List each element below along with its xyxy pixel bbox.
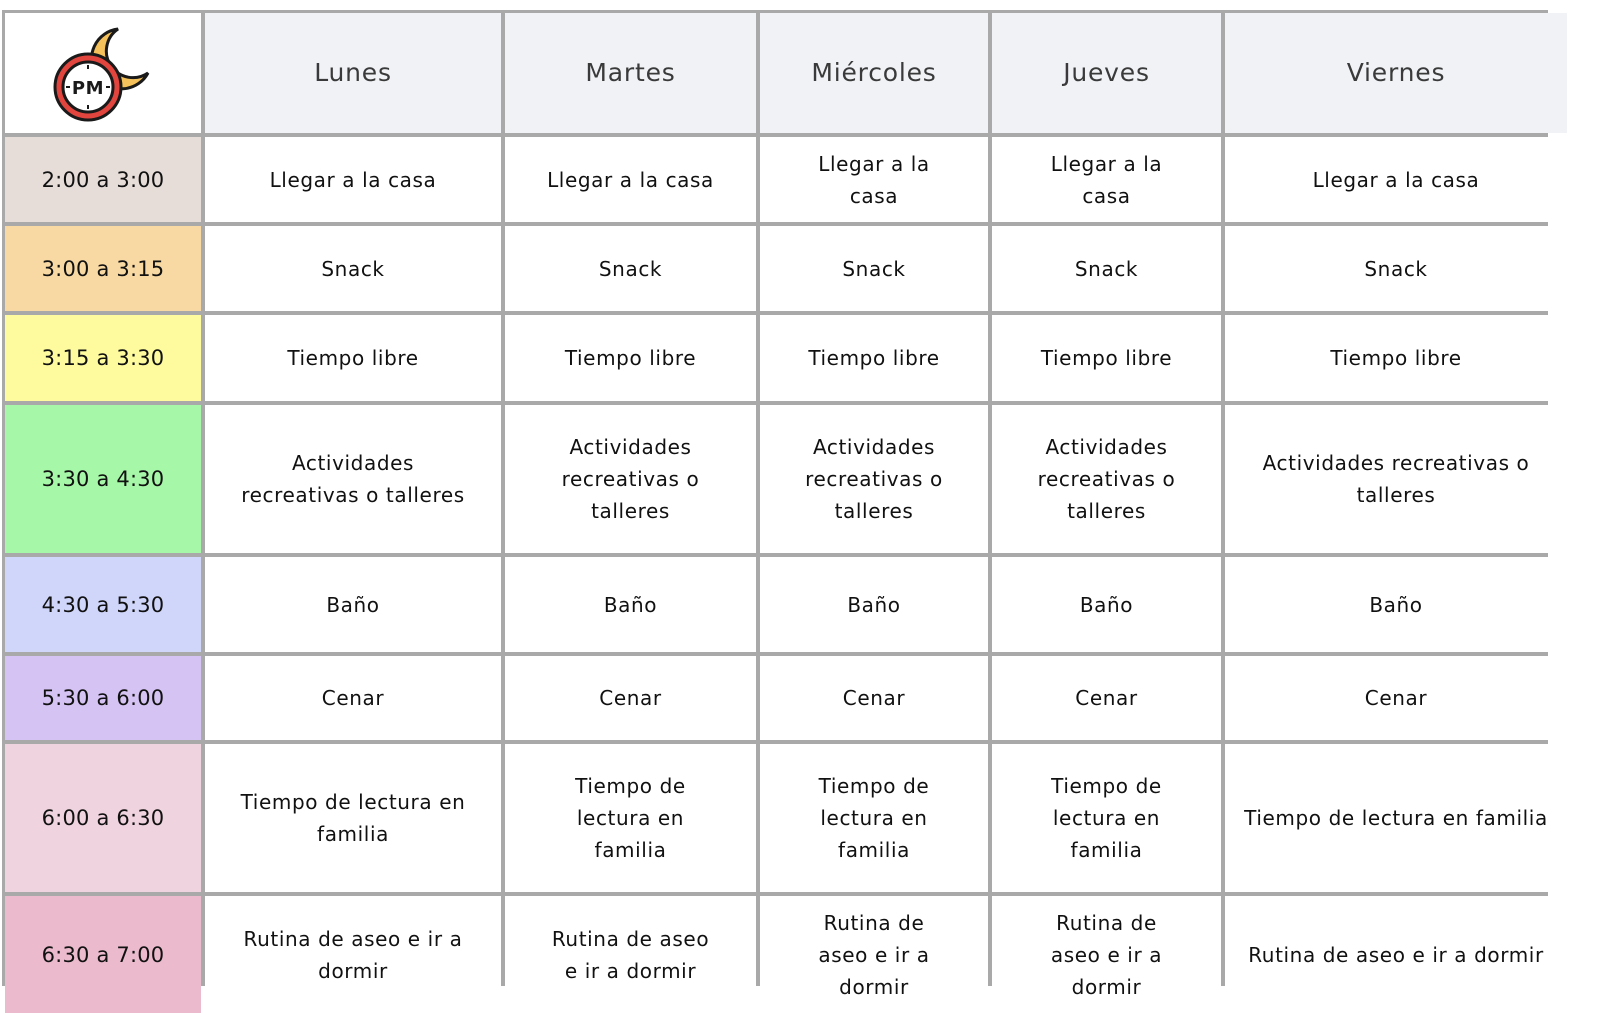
activity-cell [1225,896,1567,1013]
activity-cell [1225,557,1567,652]
activity-label: Baño [1079,592,1134,617]
activity-label: Llegar a la casa [818,151,930,208]
activity-label: Tiempo libre [1330,346,1462,370]
activity-label: Tiempo libre [1040,346,1173,370]
activity-cell [505,896,756,1013]
activity-cell [760,226,988,311]
activity-cell [1225,226,1567,311]
pm-clock-moon-icon [48,21,158,125]
header-day-lunes: Lunes [205,13,501,133]
activity-cell [205,656,501,740]
activity-cell [760,405,988,553]
activity-label: Cenar [842,686,906,710]
activity-cell [1225,744,1567,892]
activity-label: Tiempo de lectura en familia [1244,806,1548,830]
activity-label: Cenar [1075,686,1138,710]
header-day-martes: Martes [505,13,756,133]
activity-cell [992,656,1221,740]
activity-cell [1225,405,1567,553]
activity-cell [205,137,501,222]
activity-label: Llegar a la casa [269,167,437,192]
activity-cell [205,315,501,401]
activity-cell [505,656,756,740]
activity-cell [1225,315,1567,401]
activity-label: Actividades recreativas o talleres [1262,451,1530,507]
activity-label: Snack [842,256,906,281]
activity-label: Tiempo libre [287,346,419,370]
time-slot-cell: 2:00 a 3:00 [5,137,201,222]
activity-label: Baño [1369,592,1423,617]
time-slot-cell: 6:30 a 7:00 [5,896,201,1013]
activity-label: Actividades recreativas o talleres [241,451,465,507]
activity-label: Rutina de aseo e ir a dormir [1050,910,1163,999]
activity-label: Tiempo libre [808,346,940,370]
weekly-schedule-table [2,10,1548,999]
activity-label: Cenar [321,686,385,710]
time-slot-cell: 3:15 a 3:30 [5,315,201,401]
activity-cell [760,137,988,222]
activity-label: Snack [1364,256,1428,281]
activity-label: Cenar [599,686,662,710]
activity-cell [992,137,1221,222]
header-day-viernes: Viernes [1225,13,1567,133]
activity-label: Llegar a la casa [1050,151,1163,208]
header-day-jueves: Jueves [992,13,1221,133]
activity-cell [205,744,501,892]
time-slot-cell: 6:00 a 6:30 [5,744,201,892]
pm-label: PM [71,78,105,99]
activity-label: Cenar [1364,686,1428,710]
activity-cell [205,557,501,652]
activity-cell [992,405,1221,553]
time-slot-cell: 3:00 a 3:15 [5,226,201,311]
activity-cell [992,744,1221,892]
time-slot-cell: 3:30 a 4:30 [5,405,201,553]
activity-label: Snack [321,256,385,281]
activity-label: Snack [598,256,663,281]
activity-cell [505,405,756,553]
activity-label: Tiempo de lectura en familia [1051,774,1162,862]
activity-cell [760,315,988,401]
time-slot-cell: 5:30 a 6:00 [5,656,201,740]
header-day-miercoles: Miércoles [760,13,988,133]
activity-cell [760,656,988,740]
activity-cell [992,315,1221,401]
activity-cell [992,896,1221,1013]
activity-cell [1225,656,1567,740]
activity-label: Baño [847,592,901,617]
activity-label: Actividades recreativas o talleres [561,435,700,523]
activity-label: Rutina de aseo e ir a dormir [818,910,930,999]
activity-cell [205,405,501,553]
activity-label: Rutina de aseo e ir a dormir [243,926,463,983]
activity-label: Tiempo de lectura en familia [818,774,930,862]
activity-cell [505,744,756,892]
activity-label: Tiempo de lectura en familia [575,774,686,862]
activity-label: Llegar a la casa [1312,167,1480,192]
activity-cell [205,896,501,1013]
activity-label: Actividades recreativas o talleres [1037,435,1176,523]
activity-cell [760,744,988,892]
time-slot-cell: 4:30 a 5:30 [5,557,201,652]
activity-label: Rutina de aseo e ir a dormir [551,926,710,983]
activity-label: Tiempo libre [564,346,697,370]
activity-cell [760,896,988,1013]
activity-label: Baño [603,592,658,617]
activity-label: Llegar a la casa [547,167,714,192]
activity-label: Actividades recreativas o talleres [805,435,943,523]
activity-label: Tiempo de lectura en familia [240,790,466,846]
activity-cell [505,315,756,401]
activity-cell [992,557,1221,652]
activity-label: Rutina de aseo e ir a dormir [1248,942,1544,967]
activity-label: Snack [1074,256,1139,281]
activity-cell [505,557,756,652]
activity-cell [1225,137,1567,222]
activity-cell [205,226,501,311]
activity-label: Baño [326,592,380,617]
logo-cell [5,13,201,133]
activity-cell [760,557,988,652]
activity-cell [992,226,1221,311]
activity-cell [505,137,756,222]
activity-cell [505,226,756,311]
